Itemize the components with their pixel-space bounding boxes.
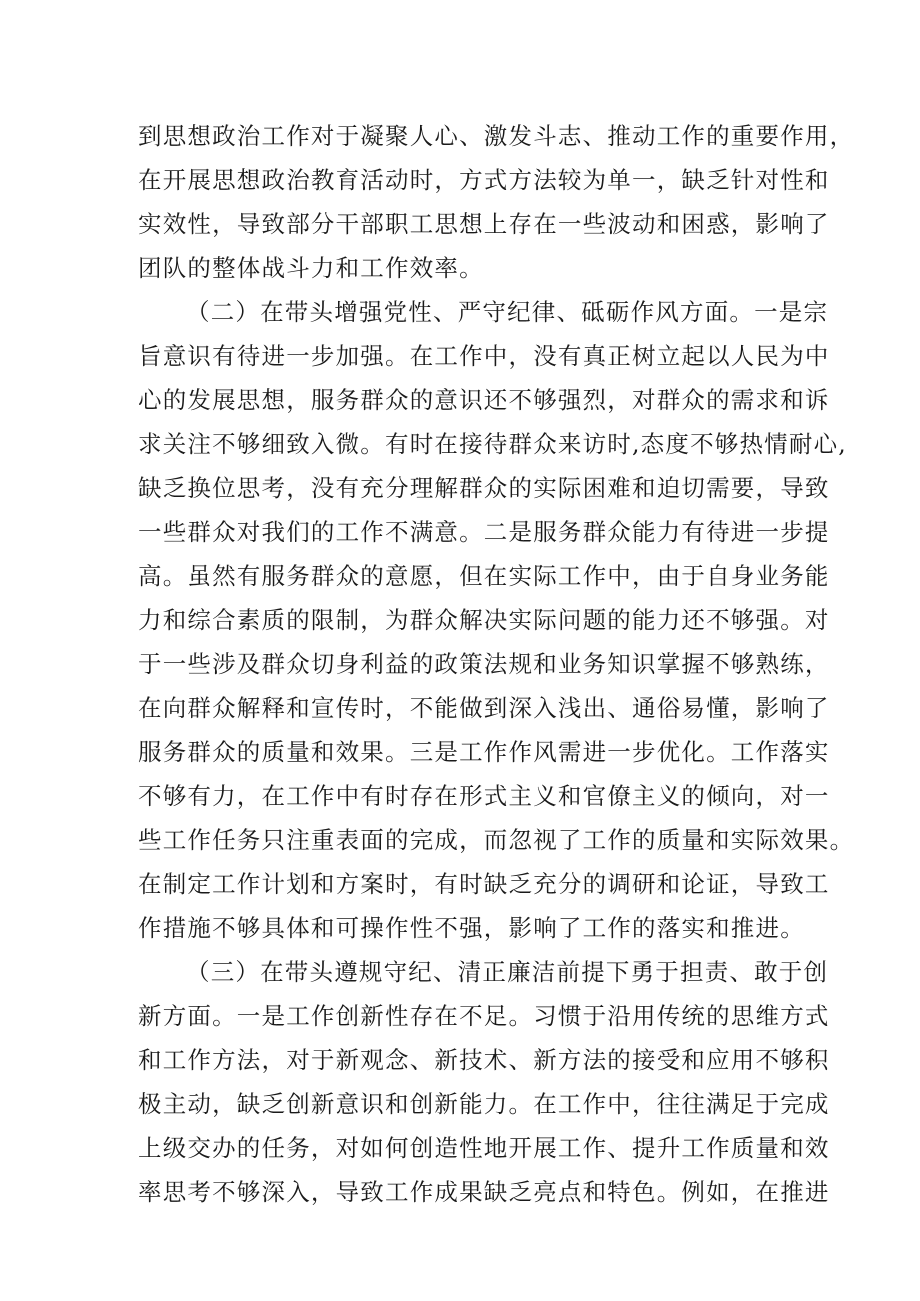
text-line: 些工作任务只注重表面的完成，而忽视了工作的质量和实际效果。 bbox=[138, 826, 855, 854]
text-line: 团队的整体战斗力和工作效率。 bbox=[138, 254, 484, 282]
text-line: 心的发展思想，服务群众的意识还不够强烈，对群众的需求和诉 bbox=[138, 386, 830, 414]
section-heading-line: （三）在带头遵规守纪、清正廉洁前提下勇于担责、敢于创 bbox=[186, 958, 829, 986]
text-line: 作措施不够具体和可操作性不强，影响了工作的落实和推进。 bbox=[138, 914, 805, 942]
text-line: 新方面。一是工作创新性存在不足。习惯于沿用传统的思维方式 bbox=[138, 1002, 830, 1030]
text-line: 上级交办的任务，对如何创造性地开展工作、提升工作质量和效 bbox=[138, 1134, 830, 1162]
text-line: 率思考不够深入，导致工作成果缺乏亮点和特色。例如，在推进 bbox=[138, 1178, 830, 1206]
text-line: 和工作方法，对于新观念、新技术、新方法的接受和应用不够积 bbox=[138, 1046, 830, 1074]
text-line: 极主动，缺乏创新意识和创新能力。在工作中，往往满足于完成 bbox=[138, 1090, 830, 1118]
text-line: 实效性，导致部分干部职工思想上存在一些波动和困惑，影响了 bbox=[138, 210, 830, 238]
text-line: 在向群众解释和宣传时，不能做到深入浅出、通俗易懂，影响了 bbox=[138, 694, 830, 722]
text-line: 高。虽然有服务群众的意愿，但在实际工作中，由于自身业务能 bbox=[138, 562, 830, 590]
text-line: 缺乏换位思考，没有充分理解群众的实际困难和迫切需要，导致 bbox=[138, 474, 830, 502]
text-line: 不够有力，在工作中有时存在形式主义和官僚主义的倾向，对一 bbox=[138, 782, 830, 810]
text-line: 旨意识有待进一步加强。在工作中，没有真正树立起以人民为中 bbox=[138, 342, 830, 370]
text-line: 求关注不够细致入微。有时在接待群众来访时,态度不够热情耐心, bbox=[138, 430, 847, 458]
text-line: 于一些涉及群众切身利益的政策法规和业务知识掌握不够熟练， bbox=[138, 650, 830, 678]
text-line: 到思想政治工作对于凝聚人心、激发斗志、推动工作的重要作用， bbox=[138, 122, 855, 150]
text-line: 一些群众对我们的工作不满意。二是服务群众能力有待进一步提 bbox=[138, 518, 830, 546]
section-heading-line: （二）在带头增强党性、严守纪律、砥砺作风方面。一是宗 bbox=[186, 298, 829, 326]
text-line: 服务群众的质量和效果。三是工作作风需进一步优化。工作落实 bbox=[138, 738, 830, 766]
text-line: 力和综合素质的限制，为群众解决实际问题的能力还不够强。对 bbox=[138, 606, 830, 634]
text-line: 在制定工作计划和方案时，有时缺乏充分的调研和论证，导致工 bbox=[138, 870, 830, 898]
text-line: 在开展思想政治教育活动时，方式方法较为单一，缺乏针对性和 bbox=[138, 166, 830, 194]
